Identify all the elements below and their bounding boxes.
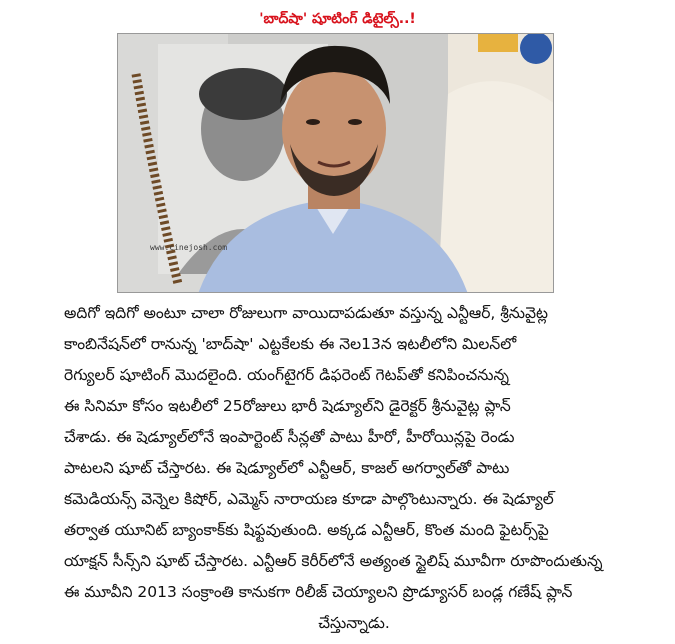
article-photo xyxy=(117,33,554,293)
body-line: కమెడియన్స్ వెన్నెల కిషోర్, ఎమ్మెస్ నారాయణ కూడా పాల్గొంటున్నారు. ఈ షెడ్యూల్ xyxy=(64,490,554,508)
article-headline: 'బాద్‌షా' షూటింగ్ డిటైల్స్..! xyxy=(259,11,416,27)
photo-illustration xyxy=(118,34,554,293)
body-line: పాటలని షూట్ చేస్తారట. ఈ షెడ్యూల్‌లో ఎన్టీఆర్, కాజల్ అగర్వాల్‌తో పాటు xyxy=(64,459,510,477)
body-line: చేశాడు. ఈ షెడ్యూల్‌లోనే ఇంపార్టెంట్ సీన్లతో పాటు హీరో, హీరోయిన్లపై రెండు xyxy=(64,428,515,446)
body-line: కాంబినేషన్‌లో రానున్న 'బాద్‌షా' ఎట్టకేలకు ఈ నెల13న ఇటలీలోని మిలన్‌లో xyxy=(64,335,517,353)
body-line: చేస్తున్నాడు. xyxy=(318,614,390,632)
body-line: ఈ సినిమా కోసం ఇటలీలో 25రోజులు భారీ షెడ్యూల్‌ని డైరెక్టర్ శ్రీనువైట్ల ప్లాన్ xyxy=(64,397,511,415)
body-line: తర్వాత యూనిట్ బ్యాంకాక్‌కు షిఫ్టవుతుంది. అక్కడ ఎన్టీఆర్, కొంత మంది ఫైటర్స్‌పై xyxy=(64,521,549,539)
article-body xyxy=(64,298,644,639)
body-line: యాక్షన్ సీన్స్‌ని షూట్ చేస్తారట. ఎన్టీఆర్ కెరీర్‌లోనే అత్యంత స్టైలిష్ మూవీగా రూపొందుతున్న xyxy=(64,552,603,570)
body-line: అదిగో ఇదిగో అంటూ చాలా రోజులుగా వాయిదాపడుతూ వస్తున్న ఎన్టీఆర్, శ్రీనువైట్ల xyxy=(64,304,549,322)
body-line: రెగ్యులర్ షూటింగ్ మొదలైంది. యంగ్‌టైగర్ డిఫరెంట్ గెటప్‌తో కనిపించనున్న xyxy=(64,366,509,384)
photo-watermark: www.cinejosh.com xyxy=(150,243,228,252)
body-line: ఈ మూవీని 2013 సంక్రాంతి కానుకగా రిలీజ్ చెయ్యాలని ప్రొడ్యూసర్ బండ్ల గణేష్ ప్లాన్ xyxy=(64,583,573,601)
